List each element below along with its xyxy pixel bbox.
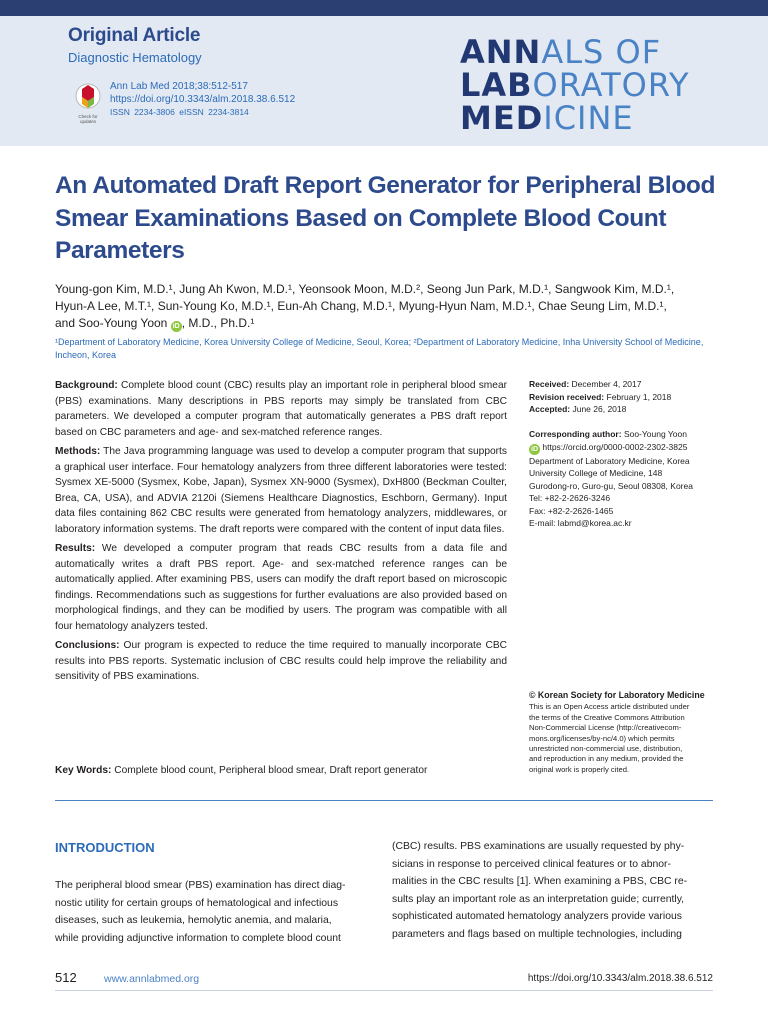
intro-column-left: The peripheral blood smear (PBS) examination has direct diag- nostic utility for certain groups of hematological and infectious diseases, such as leukemia, hemolytic anemia, and malaria, while providing adjunctive information to complete blood count <box>55 880 346 944</box>
abstract-background: Background: Complete blood count (CBC) results play an important role in peripheral blood smear (PBS) examinations. Many descriptions in PBS reports may simply be translated from CBC parameters. We developed a computer program that automatically generates a PBS draft report based on CBC parameters and age- and sex-matched reference ranges. <box>55 380 507 438</box>
orcid-icon[interactable]: iD <box>531 445 538 453</box>
orcid-icon[interactable]: iD <box>172 323 180 330</box>
footer-doi-link[interactable]: https://doi.org/10.3343/alm.2018.38.6.512 <box>527 973 713 984</box>
email[interactable]: E-mail: labmd@korea.ac.kr <box>529 518 632 528</box>
top-color-bar <box>0 0 768 16</box>
section-divider <box>55 800 713 801</box>
author-list <box>55 281 725 332</box>
citation: Ann Lab Med 2018;38:512-517 <box>110 81 248 92</box>
intro-column-right: (CBC) results. PBS examinations are usually requested by phy- sicians in response to perceived clinical features or to abnor- malities in the CBC results [1]. When examining a PBS, CBC re- sults play an important role as an interpretation guide; currently, sophisticated automated hematology analyzers provide various parameters and flags based on multiple technologies, including <box>392 841 688 940</box>
footer-rule <box>55 990 713 991</box>
author-line: and Soo-Young Yoon iD , M.D., Ph.D.¹ <box>55 316 255 330</box>
article-subject: Diagnostic Hematology <box>68 50 202 65</box>
corresponding-author: Corresponding author: Soo-Young Yoon iD https://orcid.org/0000-0002-2302-3825 Department of Laboratory Medicine, Korea University College of Medicine, 148 Gurodong-ro, Guro-gu, Seoul 08308, Korea Tel: +82-2-2626-3246 Fax: +82-2-2626-1465 E-mail: labmd@korea.ac.kr <box>529 428 729 530</box>
abstract-results: Results: We developed a computer program that reads CBC results from a data file and automatically writes a draft PBS report. Age- and sex-matched reference ranges can be automatically applied. After examining PBS, users can modify the draft report based on microscopic findings. Recommendations such as suggestions for further evaluations are also provided based on morphological findings, and they can be modified by users. The program was compatible with all four hematology analyzers tested. <box>55 543 507 632</box>
issn: ISSN 2234-3806 eISSN 2234-3814 <box>110 107 249 117</box>
journal-logo: ANNALS OF LABORATORY MEDICINE <box>460 33 690 137</box>
article-title: An Automated Draft Report Generator for Peripheral Blood Smear Examinations Based on Complete Blood Count Parameters <box>55 172 716 264</box>
orcid-link[interactable]: https://orcid.org/0000-0002-2302-3825 <box>542 441 688 452</box>
copyright: © Korean Society for Laboratory Medicine <box>529 690 705 700</box>
article-dates: Received: December 4, 2017 Revision received: February 1, 2018 Accepted: June 26, 2018 <box>529 379 672 414</box>
introduction-heading: INTRODUCTION <box>55 840 155 855</box>
article-type: Original Article <box>68 25 201 46</box>
abstract-conclusions: Conclusions: Our program is expected to reduce the time required to manually incorporate CBC results into PBS reports. Systematic inclusion of CBC results could help improve the reliability and sensitivity of PBS examinations. <box>55 640 507 682</box>
abstract <box>55 378 507 689</box>
affiliations: ¹Department of Laboratory Medicine, Korea University College of Medicine, Seoul, Korea; ²Department of Laboratory Medicine, Inha University School of Medicine, Incheon, Korea <box>55 337 704 360</box>
license-note: © Korean Society for Laboratory Medicine This is an Open Access article distributed under the terms of the Creative Commons Attribution Non-Commercial License (http://creativecom- mons.org/licenses/by-nc/4.0) which permits unrestricted non-commercial use, distribution, and reproduction in any medium, provided the original work is properly cited. <box>529 690 729 775</box>
doi-link[interactable]: https://doi.org/10.3343/alm.2018.38.6.512 <box>110 94 296 105</box>
author-line: Hyun-A Lee, M.T.¹, Sun-Young Ko, M.D.¹, Eun-Ah Chang, M.D.¹, Myung-Hyun Nam, M.D.¹, Chae Seung Lim, M.D.¹, <box>55 299 667 313</box>
author-line: Young-gon Kim, M.D.¹, Jung Ah Kwon, M.D.¹, Yeonsook Moon, M.D.², Seong Jun Park, M.D.¹, Sangwook Kim, M.D.¹, <box>55 282 675 296</box>
citation-block <box>110 80 295 106</box>
crossmark-label: Check for updates <box>78 114 98 124</box>
page-number: 512 <box>55 970 77 985</box>
journal-site-link[interactable]: www.annlabmed.org <box>104 973 200 985</box>
keywords: Key Words: Complete blood count, Peripheral blood smear, Draft report generator <box>55 765 428 776</box>
abstract-methods: Methods: The Java programming language was used to develop a computer program that supports a graphical user interface. Four hematology analyzers from three different laboratories were tested: Sysmex XE-5000 (Sysmex, Kobe, Japan), Sysmex XN-9000 (Sysmex), DxH800 (Beckman Coulter, Brea, CA, USA), and ADVIA 2120i (Siemens Healthcare Diagnostics, Eschborn, Germany). Input data files containing 862 CBC results were generated from hematology analyzers, middlewares, or laboratory information systems. The draft reports were compared with the content of input data files. <box>55 446 507 535</box>
